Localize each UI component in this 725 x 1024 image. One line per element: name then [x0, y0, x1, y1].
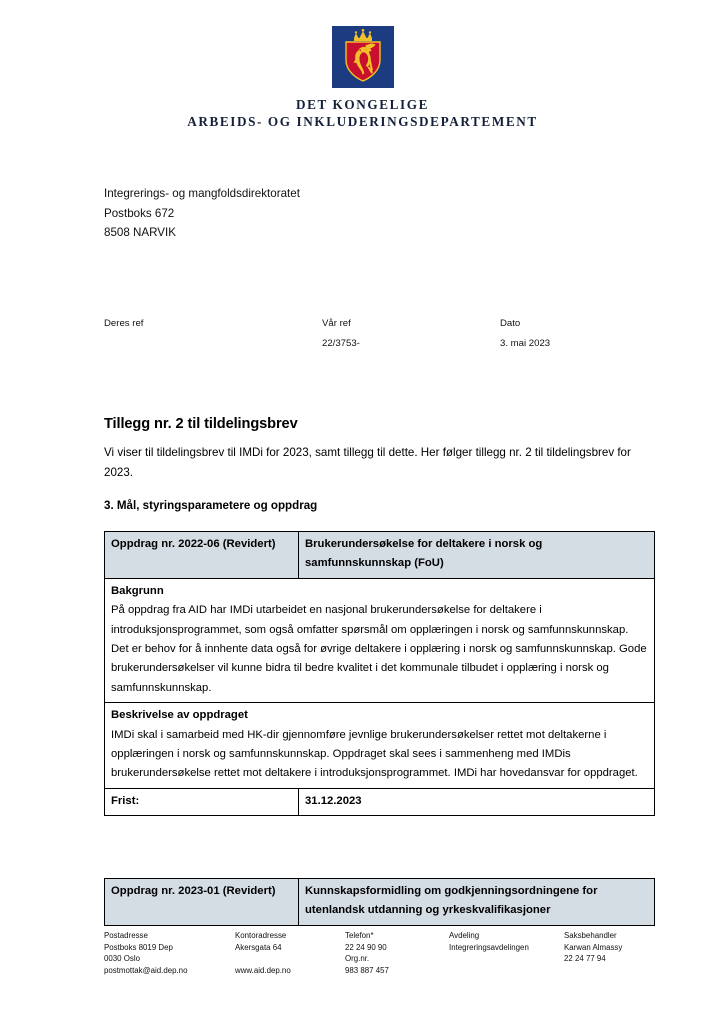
footer-column-kontoradresse — [235, 930, 340, 976]
footer-orgnr-value: 983 887 457 — [345, 965, 389, 975]
table-row — [105, 532, 655, 579]
norwegian-coat-of-arms-icon — [332, 26, 394, 88]
var-ref-value: 22/3753- — [322, 338, 360, 349]
table-row — [105, 703, 655, 789]
footer-column-telefon — [345, 930, 445, 976]
beskrivelse-text: IMDi skal i samarbeid med HK-dir gjennomføre jevnlige brukerundersøkelser rettet mot deltakerne i opplæringen i norsk og samfunnskunnskap. Oppdraget skal sees i sammenheng med IMDis brukerundersøkelse rettet mot deltakere i introduksjonsprogrammet. IMDi har hovedansvar for oppdraget. — [111, 728, 638, 780]
assignment-table-2022-06 — [104, 531, 655, 816]
recipient-address — [104, 184, 300, 243]
table-row — [105, 879, 655, 926]
bakgrunn-label: Bakgrunn — [111, 584, 164, 597]
assignment-title-2023-01: Kunnskapsformidling om godkjenningsordningene for utenlandsk utdanning og yrkeskvalifikasjoner — [299, 879, 655, 926]
footer-saksbehandler-name: Karwan Almassy — [564, 942, 623, 952]
footer-saksbehandler-label: Saksbehandler — [564, 931, 617, 940]
department-line-1: DET KONGELIGE — [295, 97, 430, 112]
bakgrunn-cell — [105, 578, 655, 702]
footer-saksbehandler-phone: 22 24 77 94 — [564, 954, 606, 963]
footer-website[interactable]: www.aid.dep.no — [235, 965, 291, 975]
assignment-number-2022-06: Oppdrag nr. 2022-06 (Revidert) — [105, 532, 299, 579]
table-row — [105, 788, 655, 815]
footer-column-postadresse — [104, 930, 234, 976]
department-name — [0, 97, 725, 131]
assignment-title-2022-06: Brukerundersøkelse for deltakere i norsk og samfunnskunnskap (FoU) — [299, 532, 655, 579]
assignment-table-2023-01 — [104, 878, 655, 926]
footer-email[interactable]: postmottak@aid.dep.no — [104, 965, 188, 975]
dato-value: 3. mai 2023 — [500, 338, 551, 349]
letterhead — [0, 26, 725, 131]
reference-row — [104, 318, 624, 358]
recipient-line-2: Postboks 672 — [104, 206, 175, 220]
footer-spacer — [235, 953, 340, 965]
reference-values — [104, 338, 624, 358]
deres-ref-label: Deres ref — [104, 318, 144, 329]
beskrivelse-label: Beskrivelse av oppdraget — [111, 709, 248, 722]
frist-value: 31.12.2023 — [299, 788, 655, 815]
frist-label: Frist: — [105, 788, 299, 815]
department-line-2: ARBEIDS- OG INKLUDERINGSDEPARTEMENT — [187, 113, 538, 129]
footer-telefon-label: Telefon* — [345, 931, 374, 940]
footer-column-avdeling — [449, 930, 564, 953]
var-ref-label: Vår ref — [322, 318, 351, 329]
footer-kontoradresse-line-1: Akersgata 64 — [235, 942, 282, 952]
recipient-line-3: 8508 NARVIK — [104, 226, 176, 239]
footer-avdeling-value: Integreringsavdelingen — [449, 942, 529, 952]
footer-postadresse-line-1: Postboks 8019 Dep — [104, 942, 173, 952]
footer-postadresse-label: Postadresse — [104, 931, 148, 940]
bakgrunn-text: På oppdrag fra AID har IMDi utarbeidet en nasjonal brukerundersøkelse for deltakere i introduksjonsprogrammet, som også omfatter spørsmål om opplæringen i norsk og samfunnskunnskap. Det er behov for å innhente data også for øvrige deltakere i opplæring i norsk og samfunnskunnskap. Gode brukerundersøkelser vil kunne bidra til bedre kvalitet i det kommunale tilbudet i opplæring i norsk og samfunnskunnskap. — [111, 604, 647, 694]
assignment-number-2023-01: Oppdrag nr. 2023-01 (Revidert) — [105, 879, 299, 926]
table-row — [105, 578, 655, 702]
footer-avdeling-label: Avdeling — [449, 931, 480, 940]
footer-telefon-value: 22 24 90 90 — [345, 942, 387, 952]
footer-kontoradresse-label: Kontoradresse — [235, 931, 287, 940]
footer-postadresse-line-2: 0030 Oslo — [104, 954, 140, 963]
beskrivelse-cell — [105, 703, 655, 789]
section-heading: 3. Mål, styringsparametere og oppdrag — [104, 499, 318, 512]
intro-paragraph: Vi viser til tildelingsbrev til IMDi for 2023, samt tillegg til dette. Her følger tillegg nr. 2 til tildelingsbrev for 2023. — [104, 446, 631, 479]
recipient-line-1: Integrerings- og mangfoldsdirektoratet — [104, 187, 300, 200]
document-title: Tillegg nr. 2 til tildelingsbrev — [104, 416, 298, 432]
reference-labels — [104, 318, 624, 338]
dato-label: Dato — [500, 318, 521, 329]
footer-column-saksbehandler — [564, 930, 674, 965]
footer-orgnr-label: Org.nr. — [345, 954, 370, 963]
